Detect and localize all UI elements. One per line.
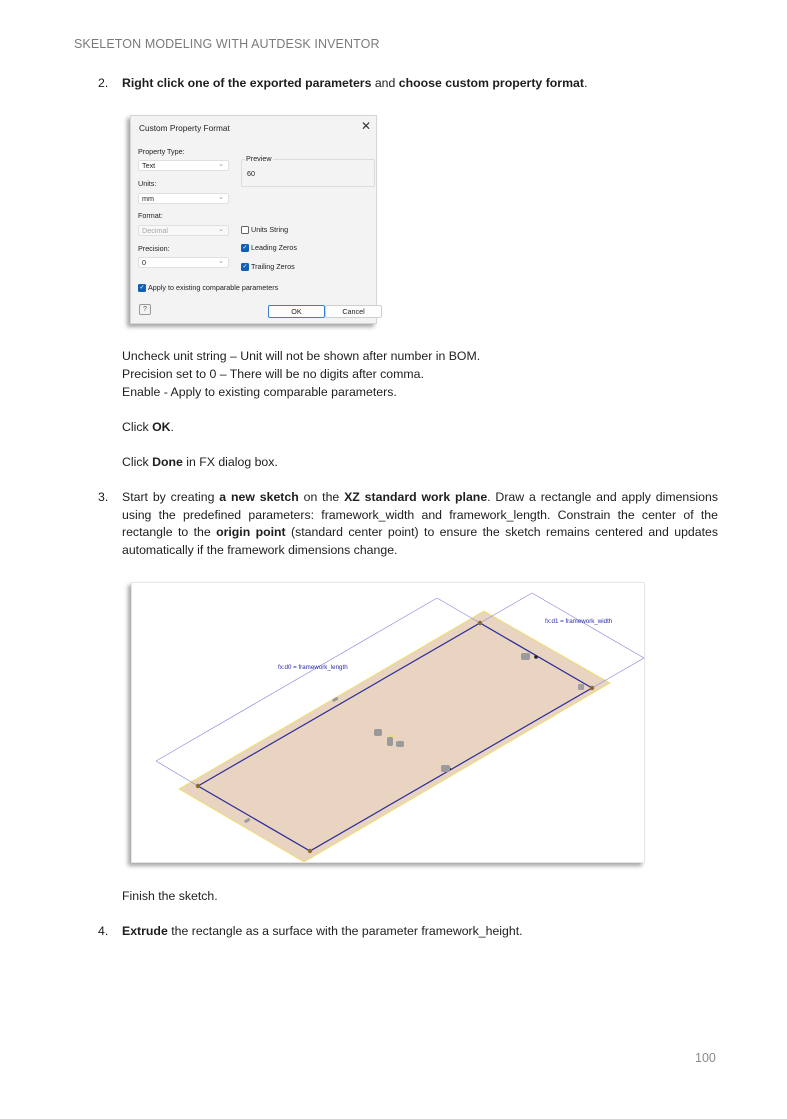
note-line-2: Precision set to 0 – There will be no digits after comma. [122, 367, 424, 381]
page-number: 100 [695, 1051, 716, 1065]
click-ok-prefix: Click [122, 420, 153, 434]
custom-property-format-dialog [130, 115, 377, 324]
step-3-text-3: . Draw a rectangle and apply dimensions using the predefined parameters: framework_width and framework_length. Constrain the center of the rectangle to the [122, 490, 718, 540]
step-number-4: 4. [98, 924, 109, 938]
chevron-down-icon: ⌄ [218, 194, 224, 201]
format-value: Decimal [142, 226, 168, 235]
preview-label: Preview [246, 154, 272, 163]
property-type-value: Text [142, 161, 156, 170]
checkbox-unchecked-icon [241, 226, 249, 234]
step-3-text-4: (standard center point) to ensure the sketch remains centered and updates automatically if the framework dimensions change. [122, 525, 718, 557]
preview-value: 60 [247, 169, 255, 178]
dialog-title: Custom Property Format [139, 123, 230, 133]
step-2-plain-2: . [583, 76, 588, 90]
step-3-text-1: Start by creating [122, 490, 220, 504]
step-3-text-2: on the [298, 490, 345, 504]
running-header: SKELETON MODELING WITH AUTDESK INVENTOR [74, 37, 380, 51]
chevron-down-icon: ⌄ [218, 258, 224, 265]
step-4-plain: the rectangle as a surface with the parameter framework_height. [167, 924, 523, 938]
dimension-label-length: fx:d0 = framework_length [278, 664, 348, 671]
units-select[interactable] [138, 193, 229, 204]
checkmark-icon: ✓ [242, 245, 248, 251]
finish-sketch-text: Finish the sketch. [122, 889, 218, 903]
precision-label: Precision: [138, 244, 170, 253]
preview-box [241, 154, 375, 187]
property-type-label: Property Type: [138, 147, 185, 156]
chevron-down-icon: ⌄ [218, 226, 224, 233]
step-number-2: 2. [98, 76, 109, 90]
click-done-instruction [122, 454, 278, 472]
step-2-bold-2: choose custom property format [398, 76, 584, 90]
leading-zeros-checkbox[interactable] [241, 243, 297, 252]
trailing-zeros-label: Trailing Zeros [251, 262, 295, 271]
cancel-button[interactable]: Cancel [325, 305, 382, 318]
precision-select[interactable] [138, 257, 229, 268]
sketch-screenshot [131, 582, 645, 863]
property-type-select[interactable] [138, 160, 229, 171]
step-number-3: 3. [98, 490, 109, 504]
format-label: Format: [138, 211, 163, 220]
click-ok-bold: OK [152, 420, 171, 434]
step-3-bold-1: a new sketch [219, 490, 299, 504]
help-icon[interactable]: ? [139, 304, 151, 315]
chevron-down-icon: ⌄ [218, 161, 224, 168]
checkmark-icon: ✓ [242, 264, 248, 270]
step-4-text [122, 923, 718, 941]
units-string-label: Units String [251, 225, 289, 234]
ok-button[interactable]: OK [268, 305, 325, 318]
close-icon[interactable]: ✕ [360, 119, 371, 133]
units-value: mm [142, 194, 154, 203]
apply-existing-checkbox[interactable] [138, 283, 278, 292]
checkmark-icon: ✓ [139, 285, 145, 291]
precision-value: 0 [142, 258, 146, 267]
note-line-1: Uncheck unit string – Unit will not be shown after number in BOM. [122, 349, 481, 363]
format-select[interactable] [138, 225, 229, 236]
click-done-suffix: in FX dialog box. [182, 455, 278, 469]
click-done-prefix: Click [122, 455, 153, 469]
step-2-plain-1: and [371, 76, 399, 90]
apply-existing-label: Apply to existing comparable parameters [148, 283, 279, 292]
leading-zeros-label: Leading Zeros [251, 243, 297, 252]
units-string-checkbox[interactable] [241, 225, 288, 234]
step-3-text [122, 489, 718, 559]
step-4-bold: Extrude [122, 924, 168, 938]
click-ok-instruction [122, 419, 174, 437]
note-line-3: Enable - Apply to existing comparable parameters. [122, 385, 397, 399]
click-ok-suffix: . [170, 420, 174, 434]
step-2-text [122, 75, 718, 93]
click-done-bold: Done [152, 455, 183, 469]
step-2-bold-1: Right click one of the exported parameters [122, 76, 372, 90]
trailing-zeros-checkbox[interactable] [241, 262, 295, 271]
dimension-label-width: fx:d1 = framework_width [545, 618, 613, 625]
step-3-bold-2: XZ standard work plane [344, 490, 488, 504]
units-label: Units: [138, 179, 157, 188]
work-plane [179, 611, 613, 862]
step-3-bold-3: origin point [216, 525, 286, 540]
